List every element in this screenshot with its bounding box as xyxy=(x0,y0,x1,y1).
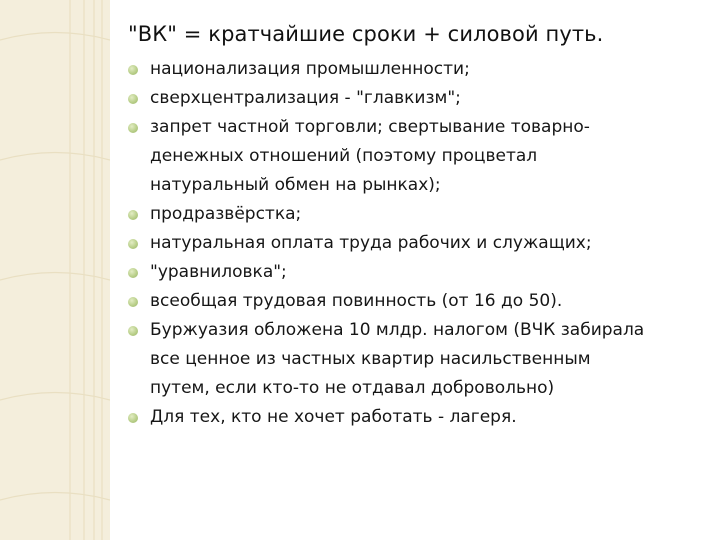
list-item-text: "уравниловка"; xyxy=(150,262,287,282)
bullet-icon xyxy=(128,326,138,336)
list-item xyxy=(128,200,650,229)
bullet-list xyxy=(128,55,708,432)
list-item xyxy=(128,316,650,403)
slide-content xyxy=(128,22,708,432)
list-item-text: Буржуазия обложена 10 млдр. налогом (ВЧК забирала все ценное из частных квартир насильственным путем, если кто-то не отдавал добровольно) xyxy=(150,320,645,398)
list-item-text: национализация промышленности; xyxy=(150,59,470,79)
sidebar-line-pattern xyxy=(0,0,110,540)
list-item xyxy=(128,113,650,200)
list-item-text: натуральная оплата труда рабочих и служащих; xyxy=(150,233,592,253)
list-item-text: продразвёрстка; xyxy=(150,204,302,224)
list-item-text: запрет частной торговли; свертывание товарно-денежных отношений (поэтому процветал натуральный обмен на рынках); xyxy=(150,117,590,195)
list-item-text: сверхцентрализация - "главкизм"; xyxy=(150,88,461,108)
bullet-icon xyxy=(128,94,138,104)
bullet-icon xyxy=(128,413,138,423)
list-item-text: Для тех, кто не хочет работать - лагеря. xyxy=(150,407,517,427)
list-item-text: всеобщая трудовая повинность (от 16 до 50). xyxy=(150,291,563,311)
list-item xyxy=(128,229,650,258)
bullet-icon xyxy=(128,65,138,75)
bullet-icon xyxy=(128,210,138,220)
decorative-sidebar-panel xyxy=(0,0,110,540)
list-item xyxy=(128,84,650,113)
bullet-icon xyxy=(128,297,138,307)
list-item xyxy=(128,403,650,432)
list-item xyxy=(128,55,650,84)
bullet-icon xyxy=(128,239,138,249)
bullet-icon xyxy=(128,268,138,278)
list-item xyxy=(128,258,650,287)
list-item xyxy=(128,287,650,316)
bullet-icon xyxy=(128,123,138,133)
slide-title: "ВК" = кратчайшие сроки + силовой путь. xyxy=(128,22,604,46)
